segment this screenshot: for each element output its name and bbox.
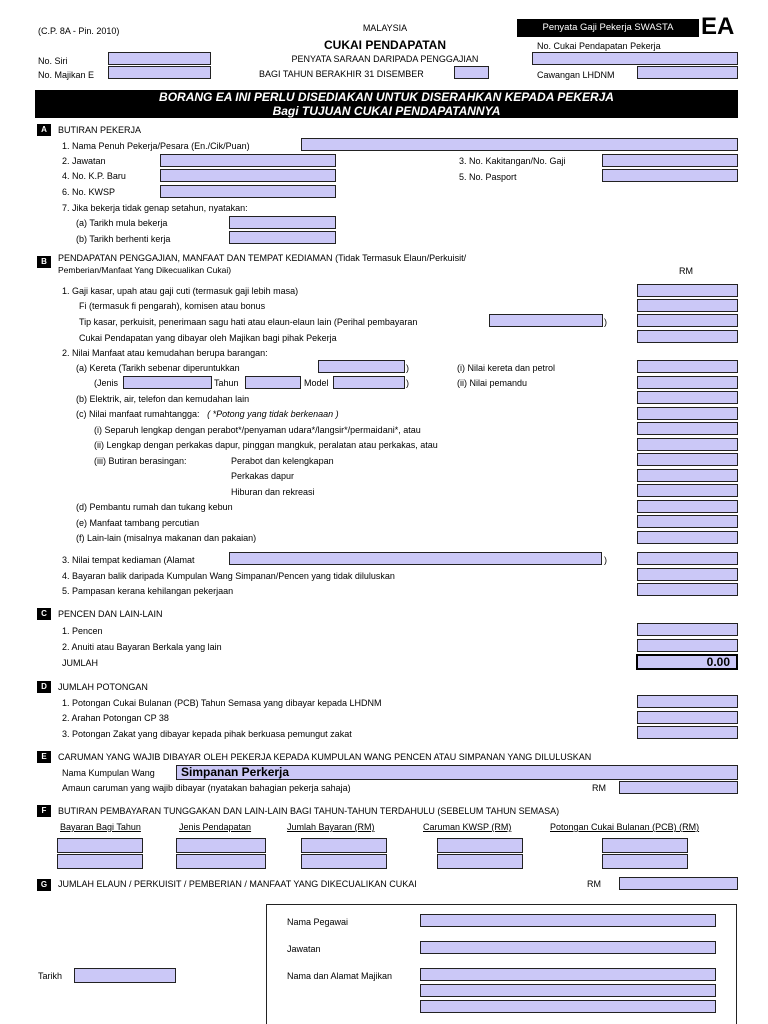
col-jumlah-bayaran: Jumlah Bayaran (RM) bbox=[287, 822, 375, 832]
tip-paren: ) bbox=[604, 317, 607, 327]
bayaran-balik-field[interactable] bbox=[637, 568, 738, 581]
jenis-label: (Jenis bbox=[94, 378, 119, 388]
nilai-kereta-field[interactable] bbox=[637, 360, 738, 373]
pencen-field[interactable] bbox=[637, 623, 738, 636]
perkakas-dapur-field[interactable] bbox=[637, 469, 738, 482]
tambang-percutian-field[interactable] bbox=[637, 515, 738, 528]
butiran-berasingan-label: (iii) Butiran berasingan: bbox=[94, 456, 187, 466]
form-code: (C.P. 8A - Pin. 2010) bbox=[38, 26, 120, 36]
jawatan-field[interactable] bbox=[160, 154, 336, 167]
g-rm-label: RM bbox=[587, 879, 601, 889]
alamat-majikan-field-3[interactable] bbox=[420, 1000, 716, 1013]
elektrik-field[interactable] bbox=[637, 391, 738, 404]
no-majikan-field[interactable] bbox=[108, 66, 211, 79]
jawatan-pegawai-label: Jawatan bbox=[287, 944, 321, 954]
country-label: MALAYSIA bbox=[362, 23, 408, 33]
nama-label: 1. Nama Penuh Pekerja/Pesara (En./Cik/Puan) bbox=[62, 141, 250, 151]
pembantu-rumah-field[interactable] bbox=[637, 500, 738, 513]
form-subtitle: PENYATA SARAAN DARIPADA PENGGAJIAN bbox=[291, 54, 479, 64]
nilai-kereta-label: (i) Nilai kereta dan petrol bbox=[457, 363, 556, 373]
elektrik-label: (b) Elektrik, air, telefon dan kemudahan lain bbox=[76, 394, 250, 404]
tarikh-field[interactable] bbox=[74, 968, 176, 983]
no-cukai-pekerja-field[interactable] bbox=[532, 52, 738, 65]
section-b-title: PENDAPATAN PENGGAJIAN, MANFAAT DAN TEMPAT KEDIAMAN (Tidak Termasuk Elaun/Perkuisit/ bbox=[58, 253, 467, 263]
tambang-percutian-label: (e) Manfaat tambang percutian bbox=[76, 518, 200, 528]
no-siri-label: No. Siri bbox=[38, 56, 68, 66]
rumahtangga-label: (c) Nilai manfaat rumahtangga: ( *Potong yang tidak berkenaan ) bbox=[76, 409, 339, 419]
nilai-pemandu-label: (ii) Nilai pemandu bbox=[457, 378, 528, 388]
amaun-rm-label: RM bbox=[592, 783, 606, 793]
tarikh-mula-field[interactable] bbox=[229, 216, 336, 229]
f-row2-pcb[interactable] bbox=[602, 854, 688, 869]
lain-lain-label: (f) Lain-lain (misalnya makanan dan pakaian) bbox=[76, 533, 257, 543]
amaun-caruman-field[interactable] bbox=[619, 781, 738, 794]
form-banner bbox=[35, 90, 738, 118]
tarikh-berhenti-label: (b) Tarikh berhenti kerja bbox=[76, 234, 171, 244]
tahun-label: Tahun bbox=[214, 378, 239, 388]
pembantu-rumah-label: (d) Pembantu rumah dan tukang kebun bbox=[76, 502, 233, 512]
col-bayaran-tahun: Bayaran Bagi Tahun bbox=[60, 822, 141, 832]
section-g-marker: G bbox=[37, 879, 51, 891]
section-e-marker: E bbox=[37, 751, 51, 763]
hiburan-field[interactable] bbox=[637, 484, 738, 497]
nama-pegawai-label: Nama Pegawai bbox=[287, 917, 349, 927]
f-row2-jenis[interactable] bbox=[176, 854, 266, 869]
elaun-dikecualikan-field[interactable] bbox=[619, 877, 738, 890]
alamat-majikan-label: Nama dan Alamat Majikan bbox=[287, 971, 393, 981]
tip-perihal-field[interactable] bbox=[489, 314, 603, 327]
year-field[interactable] bbox=[454, 66, 489, 79]
kereta-tarikh-field[interactable] bbox=[318, 360, 405, 373]
year-line: BAGI TAHUN BERAKHIR 31 DISEMBER bbox=[259, 69, 424, 79]
kwsp-label: 6. No. KWSP bbox=[62, 187, 116, 197]
section-f-title: BUTIRAN PEMBAYARAN TUNGGAKAN DAN LAIN-LAIN BAGI TAHUN-TAHUN TERDAHULU (SEBELUM TAHUN SEMASA) bbox=[58, 806, 560, 816]
rumahtangga-field[interactable] bbox=[637, 407, 738, 420]
anuiti-field[interactable] bbox=[637, 639, 738, 652]
pasport-label: 5. No. Pasport bbox=[459, 172, 517, 182]
model-field[interactable] bbox=[333, 376, 405, 389]
f-row1-tahun[interactable] bbox=[57, 838, 143, 853]
nama-field[interactable] bbox=[301, 138, 738, 151]
perkakas-dapur-label: Perkakas dapur bbox=[231, 471, 295, 481]
banner-line-2: Bagi TUJUAN CUKAI PENDAPATANNYA bbox=[272, 104, 501, 118]
kp-field[interactable] bbox=[160, 169, 336, 182]
nilai-manfaat-label: 2. Nilai Manfaat atau kemudahan berupa barangan: bbox=[62, 348, 268, 358]
alamat-kediaman-field[interactable] bbox=[229, 552, 602, 565]
no-majikan-label: No. Majikan E bbox=[38, 70, 95, 80]
lengkap-field[interactable] bbox=[637, 438, 738, 451]
cawangan-field[interactable] bbox=[637, 66, 738, 79]
jumlah-label: JUMLAH bbox=[62, 658, 99, 668]
section-g-title: JUMLAH ELAUN / PERKUISIT / PEMBERIAN / MANFAAT YANG DIKECUALIKAN CUKAI bbox=[58, 879, 417, 889]
f-row1-jumlah[interactable] bbox=[301, 838, 387, 853]
kediaman-paren: ) bbox=[604, 555, 607, 565]
f-row2-jumlah[interactable] bbox=[301, 854, 387, 869]
section-d-title: JUMLAH POTONGAN bbox=[58, 682, 148, 692]
no-cukai-pekerja-label: No. Cukai Pendapatan Pekerja bbox=[537, 41, 661, 51]
tarikh-mula-label: (a) Tarikh mula bekerja bbox=[76, 218, 168, 228]
tip-field[interactable] bbox=[637, 314, 738, 327]
fi-field[interactable] bbox=[637, 299, 738, 312]
f-row1-pcb[interactable] bbox=[602, 838, 688, 853]
jumlah-total: 0.00 bbox=[636, 654, 738, 670]
no-siri-field[interactable] bbox=[108, 52, 211, 65]
col-caruman-kwsp: Caruman KWSP (RM) bbox=[423, 822, 512, 832]
section-b-title-line2: Pemberian/Manfaat Yang Dikecualikan Cukai) bbox=[58, 265, 232, 275]
kp-label: 4. No. K.P. Baru bbox=[62, 171, 126, 181]
f-row1-jenis[interactable] bbox=[176, 838, 266, 853]
nilai-pemandu-field[interactable] bbox=[637, 376, 738, 389]
f-row2-kwsp[interactable] bbox=[437, 854, 523, 869]
col-potongan-pcb: Potongan Cukai Bulanan (PCB) (RM) bbox=[550, 822, 700, 832]
section-b-marker: B bbox=[37, 256, 51, 268]
cp38-field[interactable] bbox=[637, 711, 738, 724]
model-paren: ) bbox=[406, 378, 409, 388]
kakitangan-label: 3. No. Kakitangan/No. Gaji bbox=[459, 156, 566, 166]
form-title: CUKAI PENDAPATAN bbox=[324, 38, 446, 52]
f-row2-tahun[interactable] bbox=[57, 854, 143, 869]
jawatan-label: 2. Jawatan bbox=[62, 156, 106, 166]
cp38-label: 2. Arahan Potongan CP 38 bbox=[62, 713, 169, 723]
alamat-majikan-field-2[interactable] bbox=[420, 984, 716, 997]
hiburan-label: Hiburan dan rekreasi bbox=[231, 487, 315, 497]
jenis-field[interactable] bbox=[123, 376, 212, 389]
lain-lain-field[interactable] bbox=[637, 531, 738, 544]
section-d-marker: D bbox=[37, 681, 51, 693]
model-label: Model bbox=[304, 378, 329, 388]
zakat-label: 3. Potongan Zakat yang dibayar kepada pihak berkuasa pemungut zakat bbox=[62, 729, 352, 739]
section-a-marker: A bbox=[37, 124, 51, 136]
tempat-kediaman-field[interactable] bbox=[637, 552, 738, 565]
tidak-genap-label: 7. Jika bekerja tidak genap setahun, nyatakan: bbox=[62, 203, 248, 213]
tarikh-label: Tarikh bbox=[38, 971, 63, 981]
tahun-field[interactable] bbox=[245, 376, 301, 389]
pencen-label: 1. Pencen bbox=[62, 626, 103, 636]
pasport-field[interactable] bbox=[602, 169, 738, 182]
zakat-field[interactable] bbox=[637, 726, 738, 739]
fi-label: Fi (termasuk fi pengarah), komisen atau bonus bbox=[79, 301, 266, 311]
section-e-title: CARUMAN YANG WAJIB DIBAYAR OLEH PEKERJA KEPADA KUMPULAN WANG PENCEN ATAU SIMPANAN YANG DILULUSKAN bbox=[58, 752, 592, 762]
cukai-dibayar-field[interactable] bbox=[637, 330, 738, 343]
kumpulan-wang-field[interactable]: Simpanan Perkerja bbox=[176, 765, 738, 780]
cawangan-label: Cawangan LHDNM bbox=[537, 70, 615, 80]
separuh-lengkap-label: (i) Separuh lengkap dengan perabot*/penyaman udara*/langsir*/permaidani*, atau bbox=[94, 425, 421, 435]
jawatan-pegawai-field[interactable] bbox=[420, 941, 716, 954]
pcb-label: 1. Potongan Cukai Bulanan (PCB) Tahun Semasa yang dibayar kepada LHDNM bbox=[62, 698, 382, 708]
pampasan-field[interactable] bbox=[637, 583, 738, 596]
rm-header: RM bbox=[679, 266, 693, 276]
cukai-dibayar-label: Cukai Pendapatan yang dibayar oleh Majikan bagi pihak Pekerja bbox=[79, 333, 337, 343]
form-name: EA bbox=[701, 13, 735, 40]
gaji-kasar-label: 1. Gaji kasar, upah atau gaji cuti (termasuk gaji lebih masa) bbox=[62, 286, 299, 296]
alamat-majikan-field-1[interactable] bbox=[420, 968, 716, 981]
amaun-caruman-label: Amaun caruman yang wajib dibayar (nyatakan bahagian pekerja sahaja) bbox=[62, 783, 351, 793]
bayaran-balik-label: 4. Bayaran balik daripada Kumpulan Wang Simpanan/Pencen yang tidak diluluskan bbox=[62, 571, 395, 581]
col-jenis-pendapatan: Jenis Pendapatan bbox=[179, 822, 252, 832]
pampasan-label: 5. Pampasan kerana kehilangan pekerjaan bbox=[62, 586, 234, 596]
tempat-kediaman-label: 3. Nilai tempat kediaman (Alamat bbox=[62, 555, 195, 565]
f-row1-kwsp[interactable] bbox=[437, 838, 523, 853]
gaji-kasar-field[interactable] bbox=[637, 284, 738, 297]
employer-type-badge: Penyata Gaji Pekerja SWASTA bbox=[517, 19, 699, 37]
tip-label: Tip kasar, perkuisit, penerimaan sagu hati atau elaun-elaun lain (Perihal pembayaran bbox=[79, 317, 418, 327]
perabot-label: Perabot dan kelengkapan bbox=[231, 456, 334, 466]
tarikh-berhenti-field[interactable] bbox=[229, 231, 336, 244]
kumpulan-wang-label: Nama Kumpulan Wang bbox=[62, 768, 155, 778]
kakitangan-field[interactable] bbox=[602, 154, 738, 167]
kereta-label: (a) Kereta (Tarikh sebenar diperuntukkan bbox=[76, 363, 240, 373]
section-f-marker: F bbox=[37, 805, 51, 817]
anuiti-label: 2. Anuiti atau Bayaran Berkala yang lain bbox=[62, 642, 222, 652]
kereta-paren: ) bbox=[406, 363, 409, 373]
pcb-field[interactable] bbox=[637, 695, 738, 708]
perabot-field[interactable] bbox=[637, 453, 738, 466]
section-c-title: PENCEN DAN LAIN-LAIN bbox=[58, 609, 163, 619]
separuh-lengkap-field[interactable] bbox=[637, 422, 738, 435]
section-a-title: BUTIRAN PEKERJA bbox=[58, 125, 142, 135]
lengkap-label: (ii) Lengkap dengan perkakas dapur, pinggan mangkuk, peralatan atau perkakas, atau bbox=[94, 440, 438, 450]
kwsp-field[interactable] bbox=[160, 185, 336, 198]
section-c-marker: C bbox=[37, 608, 51, 620]
banner-line-1: BORANG EA INI PERLU DISEDIAKAN UNTUK DISERAHKAN KEPADA PEKERJA bbox=[159, 90, 614, 104]
nama-pegawai-field[interactable] bbox=[420, 914, 716, 927]
